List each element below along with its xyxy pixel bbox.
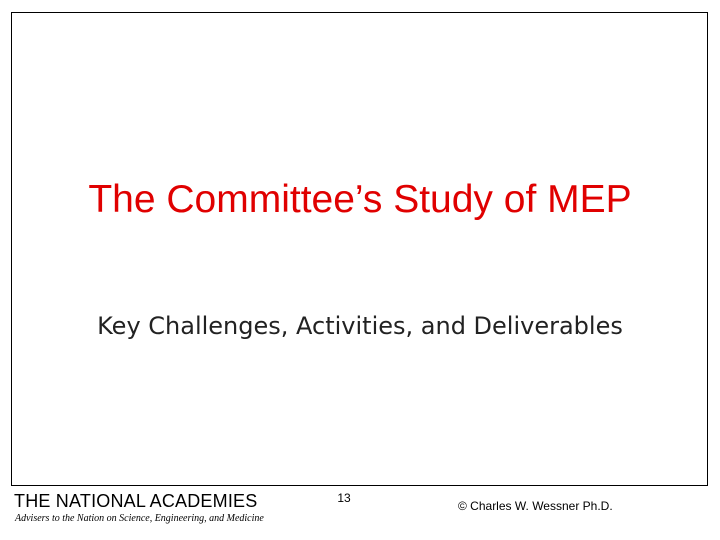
page-number: 13 — [337, 491, 351, 505]
logo-tagline: Advisers to the Nation on Science, Engineering, and Medicine — [15, 513, 264, 524]
national-academies-logo — [14, 490, 264, 530]
slide-subtitle: Key Challenges, Activities, and Deliverables — [97, 312, 623, 340]
slide-title: The Committee’s Study of MEP — [88, 178, 632, 221]
slide-frame — [11, 12, 708, 486]
logo-main-text: THE NATIONAL ACADEMIES — [14, 491, 258, 511]
copyright-notice: © Charles W. Wessner Ph.D. — [458, 499, 613, 513]
